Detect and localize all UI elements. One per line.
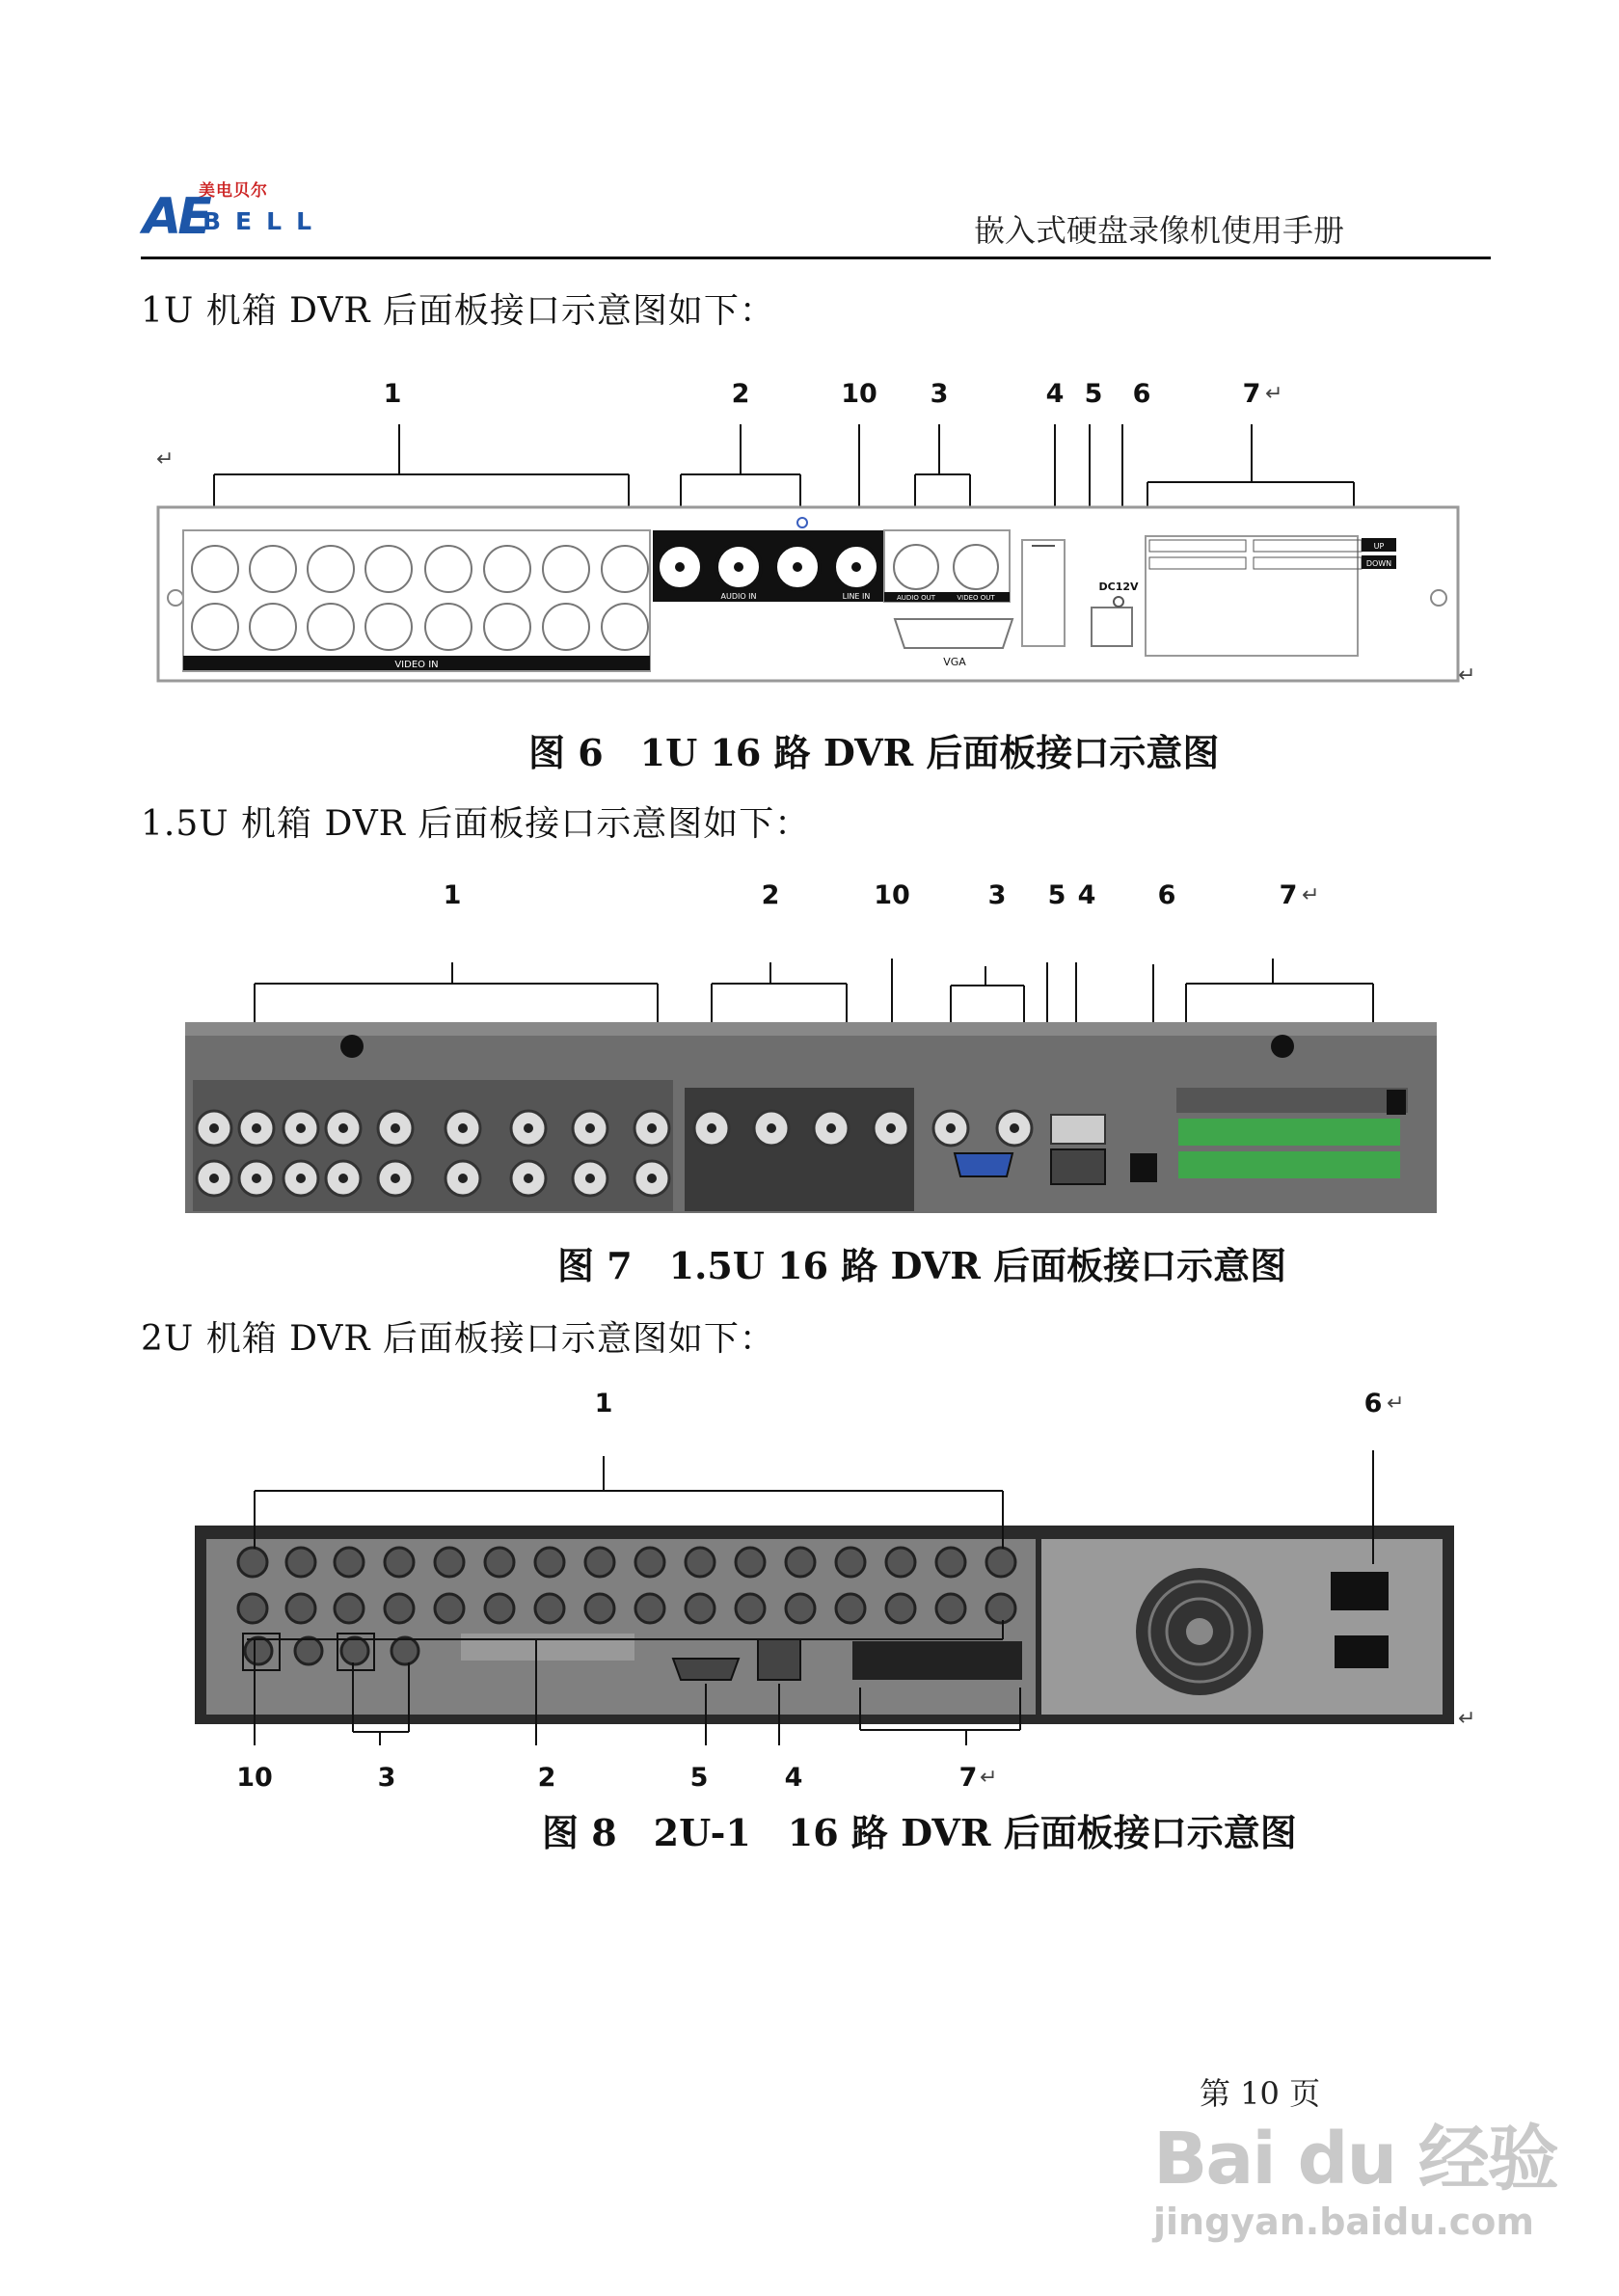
callout-2u-4: 4	[784, 1763, 803, 1793]
callout-1u-7: 7	[1242, 379, 1261, 409]
logo-bell-text: BELL	[202, 207, 326, 235]
figure-8-caption: 图 8 2U-1 16 路 DVR 后面板接口示意图	[542, 1811, 1297, 1854]
callout-15u-6: 6	[1157, 880, 1176, 910]
section-2u-intro: 2U 机箱 DVR 后面板接口示意图如下：	[141, 1319, 775, 1359]
label-vga: VGA	[943, 656, 966, 668]
callout-15u-7: 7	[1279, 880, 1298, 910]
callout-1u-1: 1	[383, 379, 402, 409]
alarm-terminal-2u	[852, 1641, 1022, 1680]
callout-15u-1: 1	[443, 880, 462, 910]
callout-15u-10: 10	[874, 880, 910, 910]
callout-2u-5: 5	[689, 1763, 709, 1793]
return-mark: ↵	[1302, 883, 1320, 907]
callout-1u-10: 10	[841, 379, 877, 409]
logo-chinese-text: 美电贝尔	[199, 181, 268, 201]
ethernet-port-2u	[758, 1639, 800, 1680]
callout-1u-6: 6	[1132, 379, 1151, 409]
watermark-main: Bai du 经验	[1153, 2118, 1557, 2201]
callout-2u-10: 10	[236, 1763, 273, 1793]
logo-ae-text: AE	[143, 188, 208, 246]
baidu-watermark	[1153, 2102, 1557, 2243]
section-1u-intro: 1U 机箱 DVR 后面板接口示意图如下：	[141, 291, 775, 331]
callout-2u-3: 3	[377, 1763, 396, 1793]
callout-2u-1: 1	[594, 1389, 613, 1418]
callout-1u-2: 2	[731, 379, 750, 409]
figure-7-caption: 图 7 1.5U 16 路 DVR 后面板接口示意图	[557, 1244, 1287, 1287]
section-15u-intro: 1.5U 机箱 DVR 后面板接口示意图如下：	[141, 804, 811, 844]
return-mark: ↵	[156, 447, 175, 472]
callout-1u-5: 5	[1084, 379, 1103, 409]
power-socket-2u	[1331, 1572, 1389, 1610]
label-audio-in: AUDIO IN	[720, 592, 757, 601]
callout-15u-3: 3	[987, 880, 1007, 910]
callout-15u-4: 4	[1077, 880, 1096, 910]
watermark-url: jingyan.baidu.com	[1153, 2201, 1534, 2243]
figure-6-caption: 图 6 1U 16 路 DVR 后面板接口示意图	[528, 731, 1220, 774]
return-mark: ↵	[1265, 382, 1283, 406]
return-mark: ↵	[1458, 1707, 1476, 1731]
label-up: UP	[1373, 542, 1385, 551]
label-video-out: VIDEO OUT	[957, 594, 995, 602]
callout-1u-3: 3	[930, 379, 949, 409]
manual-title: 嵌入式硬盘录像机使用手册	[973, 212, 1344, 249]
page-number: 第 10 页	[1200, 2075, 1321, 2112]
label-audio-out: AUDIO OUT	[896, 594, 936, 602]
label-video-in: VIDEO IN	[394, 660, 439, 670]
callout-15u-2: 2	[761, 880, 780, 910]
return-mark: ↵	[1458, 663, 1476, 688]
callout-2u-7: 7	[958, 1763, 978, 1793]
callout-15u-5: 5	[1047, 880, 1066, 910]
label-dc12v: DC12V	[1098, 581, 1139, 593]
label-down: DOWN	[1365, 559, 1392, 568]
return-mark: ↵	[980, 1766, 998, 1790]
callout-2u-6: 6	[1363, 1389, 1383, 1418]
vga-port-2u	[673, 1659, 739, 1680]
callout-1u-4: 4	[1045, 379, 1065, 409]
return-mark: ↵	[1387, 1391, 1405, 1416]
label-line-in: LINE IN	[842, 592, 871, 601]
callout-2u-2: 2	[537, 1763, 556, 1793]
